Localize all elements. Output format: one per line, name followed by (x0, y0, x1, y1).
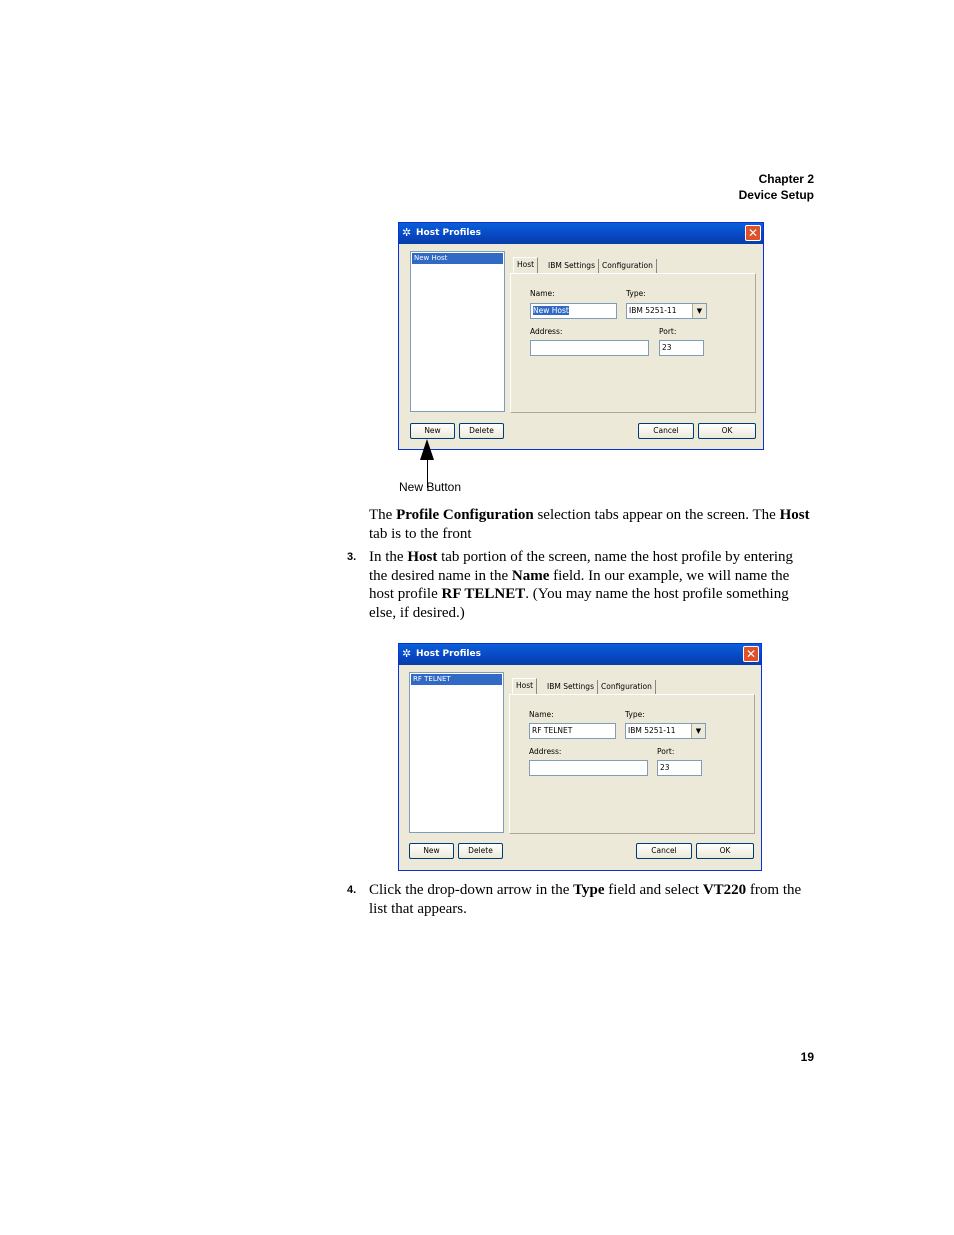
name-field[interactable] (530, 303, 617, 319)
bold-term: VT220 (702, 882, 747, 898)
new-button-caption: New Button (399, 480, 462, 494)
tab-host[interactable]: Host (512, 678, 537, 695)
step-4-number: 4. (347, 884, 357, 896)
port-field[interactable]: 23 (659, 340, 704, 356)
type-label: Type: (626, 289, 646, 298)
address-field[interactable] (529, 760, 648, 776)
ok-button[interactable]: OK (698, 423, 756, 439)
type-label: Type: (625, 710, 645, 719)
delete-button[interactable]: Delete (459, 423, 504, 439)
close-icon[interactable]: ✕ (745, 225, 761, 241)
bold-term: Host (779, 507, 810, 523)
dialog-titlebar[interactable] (399, 644, 761, 665)
dropdown-arrow-icon[interactable]: ▼ (692, 304, 706, 318)
bold-term: Profile Configuration (396, 507, 534, 523)
ok-button[interactable]: OK (696, 843, 754, 859)
tab-configuration[interactable]: Configuration (598, 680, 656, 694)
text-run: from the list that appears. (369, 882, 802, 917)
text-run: . (You may name the host profile something else, if desired.) (369, 586, 789, 621)
name-label: Name: (529, 710, 554, 719)
tab-ibm-settings[interactable]: IBM Settings (545, 259, 599, 273)
callout-arrowhead (420, 439, 434, 460)
name-label: Name: (530, 289, 555, 298)
tab-ibm-settings[interactable]: IBM Settings (544, 680, 598, 694)
step-3-number: 3. (347, 551, 357, 563)
text-run: Click the drop-down arrow in the (369, 882, 574, 898)
section-label: Device Setup (738, 188, 814, 202)
address-label: Address: (530, 327, 563, 336)
cancel-button[interactable]: Cancel (636, 843, 692, 859)
port-label: Port: (657, 747, 675, 756)
cancel-button[interactable]: Cancel (638, 423, 694, 439)
text-run: field. In our example, we will name the host profile (369, 567, 790, 603)
page-number: 19 (800, 1050, 814, 1064)
close-icon[interactable]: ✕ (743, 646, 759, 662)
paragraph-profile-config (369, 506, 814, 543)
text-run: tab portion of the screen, name the host profile by entering the desired name in the (369, 549, 794, 584)
new-button[interactable]: New (409, 843, 454, 859)
bold-term: Host (407, 549, 438, 565)
address-label: Address: (529, 747, 562, 756)
dropdown-arrow-icon[interactable]: ▼ (691, 724, 705, 738)
text-run: selection tabs appear on the screen. The (533, 507, 780, 523)
new-button[interactable]: New (410, 423, 455, 439)
profile-list[interactable] (409, 672, 504, 833)
step-4-text (369, 881, 814, 918)
host-profiles-dialog-1 (398, 222, 764, 450)
dialog-title: Host Profiles (416, 228, 481, 238)
address-field[interactable] (530, 340, 649, 356)
type-value: IBM 5251-11 (628, 726, 676, 735)
host-profiles-dialog-2 (398, 643, 762, 871)
profile-list[interactable] (410, 251, 505, 412)
dialog-titlebar[interactable] (399, 223, 763, 244)
list-item[interactable]: New Host (412, 253, 503, 264)
port-label: Port: (659, 327, 677, 336)
name-field[interactable]: RF TELNET (529, 723, 616, 739)
step-3-text (369, 548, 814, 622)
dialog-title: Host Profiles (416, 649, 481, 659)
tab-host[interactable]: Host (513, 257, 538, 274)
text-run: In the (369, 549, 408, 565)
port-field[interactable]: 23 (657, 760, 702, 776)
type-select[interactable] (626, 303, 707, 319)
name-value: New Host (533, 306, 569, 315)
running-header (739, 171, 814, 203)
type-value: IBM 5251-11 (629, 306, 677, 315)
app-icon: ✲ (402, 226, 412, 239)
chapter-label: Chapter 2 (758, 172, 814, 186)
bold-term: Name (511, 567, 550, 584)
type-select[interactable] (625, 723, 706, 739)
app-icon: ✲ (402, 647, 412, 660)
bold-term: RF TELNET (441, 586, 526, 603)
bold-term: Type (573, 882, 605, 898)
text-run: field and select (604, 882, 703, 898)
delete-button[interactable]: Delete (458, 843, 503, 859)
text-run: tab is to the front (369, 525, 472, 542)
tab-configuration[interactable]: Configuration (599, 259, 657, 273)
text-run: The (369, 507, 397, 523)
list-item[interactable]: RF TELNET (411, 674, 502, 685)
